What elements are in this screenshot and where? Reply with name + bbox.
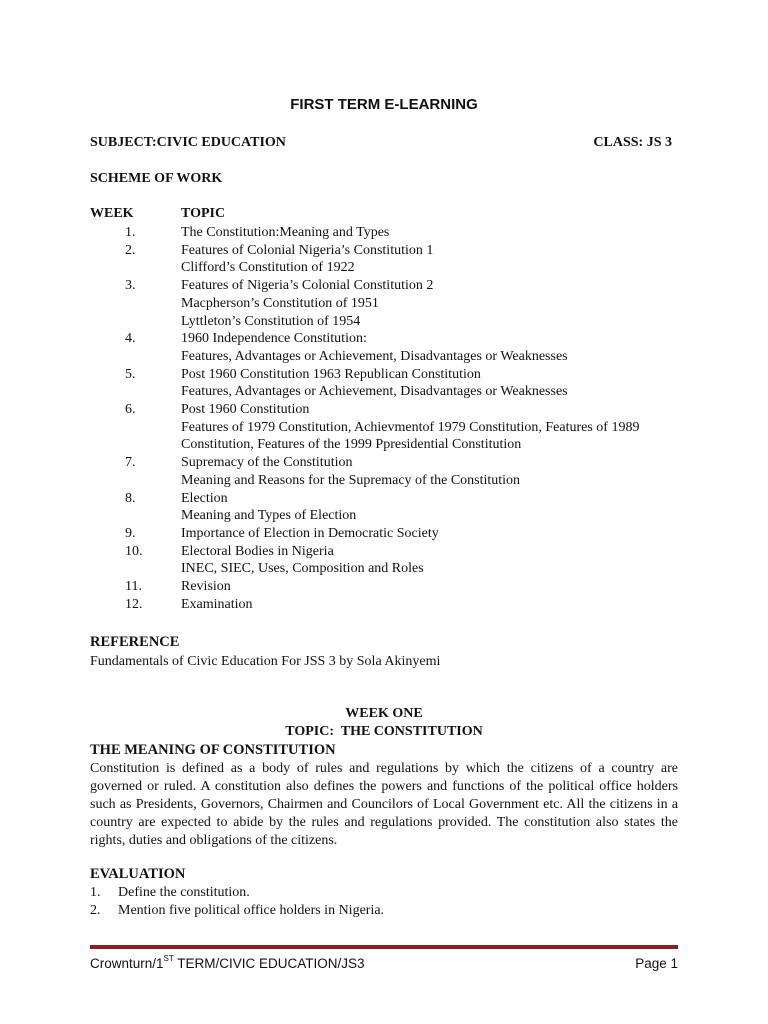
scheme-row xyxy=(0,242,768,260)
topic-text: Examination xyxy=(181,596,253,612)
scheme-row xyxy=(0,224,768,242)
scheme-row xyxy=(0,560,768,578)
evaluation-question: Define the constitution. xyxy=(118,885,250,900)
topic-text: Features of 1979 Constitution, Achievmentof 1979 Constitution, Features of 1989 xyxy=(181,419,640,435)
scheme-row xyxy=(0,259,768,277)
topic-text: Features of Colonial Nigeria’s Constitution 1 xyxy=(181,242,434,258)
week-number: 6. xyxy=(125,402,136,417)
topic-text: INEC, SIEC, Uses, Composition and Roles xyxy=(181,561,424,577)
week-number: 10. xyxy=(125,543,143,559)
week-number: 2. xyxy=(125,242,136,258)
week-number: 7. xyxy=(125,455,136,471)
topic-text: Election xyxy=(181,490,228,506)
topic-text: Features, Advantages or Achievement, Disadvantages or Weaknesses xyxy=(181,384,568,400)
topic-text: Clifford’s Constitution of 1922 xyxy=(181,260,355,276)
week-number: 3. xyxy=(125,278,136,294)
footer-prefix: Crownturn/1 xyxy=(90,956,164,971)
scheme-row xyxy=(0,313,768,331)
scheme-row xyxy=(0,507,768,525)
scheme-row xyxy=(0,419,768,437)
scheme-row xyxy=(0,490,768,508)
topic-text: Macpherson’s Constitution of 1951 xyxy=(181,295,379,311)
week-number: 12. xyxy=(125,596,143,612)
scheme-row xyxy=(0,436,768,454)
topic-text: Meaning and Reasons for the Supremacy of the Constitution xyxy=(181,472,521,488)
week-number: 4. xyxy=(125,331,136,347)
document-title: FIRST TERM E-LEARNING xyxy=(290,96,478,113)
topic-text: Post 1960 Constitution 1963 Republican Constitution xyxy=(181,366,481,382)
topic-text: Lyttleton’s Constitution of 1954 xyxy=(181,313,361,329)
week-number: 9. xyxy=(125,525,136,541)
scheme-row xyxy=(0,366,768,384)
week-number: 8. xyxy=(125,490,136,506)
scheme-row xyxy=(0,277,768,295)
scheme-row xyxy=(0,578,768,596)
week-number: 1. xyxy=(125,225,136,240)
evaluation-item xyxy=(0,884,768,902)
scheme-row xyxy=(0,401,768,419)
scheme-row xyxy=(0,596,768,614)
scheme-row xyxy=(0,525,768,543)
footer-superscript: ST xyxy=(163,954,174,963)
evaluation-number: 1. xyxy=(90,885,101,900)
scheme-row xyxy=(0,454,768,472)
topic-text: Revision xyxy=(181,579,231,594)
evaluation-number: 2. xyxy=(90,903,101,918)
evaluation-question: Mention five political office holders in Nigeria. xyxy=(118,903,385,918)
scheme-of-work-heading: SCHEME OF WORK xyxy=(90,171,223,186)
week-column-header: WEEK xyxy=(90,206,134,221)
page-number: Page 1 xyxy=(635,956,678,971)
week-one-heading: WEEK ONE xyxy=(345,706,423,721)
topic-text: 1960 Independence Constitution: xyxy=(181,331,367,347)
scheme-row xyxy=(0,330,768,348)
topic-text: Constitution, Features of the 1999 Ppresidential Constitution xyxy=(181,437,522,453)
footer-suffix: TERM/CIVIC EDUCATION/JS3 xyxy=(173,956,365,971)
class-label: CLASS: JS 3 xyxy=(593,135,672,150)
footer-course-code xyxy=(90,956,365,971)
scheme-row xyxy=(0,295,768,313)
scheme-row xyxy=(0,383,768,401)
constitution-definition-paragraph: Constitution is defined as a body of rules and regulations by which the citizens of a country are governed or ruled. A constitution also defines the powers and functions of the political office holders such as Presidents, Governors, Chairmen and Councilors of Local Government etc. All the citizens in a country are expected to abide by the rules and regulations provided. The constitution also states the rights, duties and obligations of the citizens. xyxy=(90,761,678,848)
evaluation-item xyxy=(0,902,768,920)
reference-heading: REFERENCE xyxy=(90,634,180,650)
topic-text: Supremacy of the Constitution xyxy=(181,455,353,471)
scheme-row xyxy=(0,348,768,366)
topic-text: Post 1960 Constitution xyxy=(181,402,310,417)
scheme-row xyxy=(0,472,768,490)
topic-text: The Constitution:Meaning and Types xyxy=(181,225,390,240)
topic-column-header: TOPIC xyxy=(181,206,226,221)
week-number: 5. xyxy=(125,366,136,382)
week-number: 11. xyxy=(125,579,142,594)
meaning-heading: THE MEANING OF CONSTITUTION xyxy=(90,742,336,758)
topic-text: Meaning and Types of Election xyxy=(181,508,357,524)
scheme-row xyxy=(0,543,768,561)
topic-text: Importance of Election in Democratic Society xyxy=(181,525,439,541)
subject-label: SUBJECT:CIVIC EDUCATION xyxy=(90,135,286,150)
topic-heading: TOPIC: THE CONSTITUTION xyxy=(285,724,483,739)
topic-text: Features of Nigeria’s Colonial Constitution 2 xyxy=(181,278,434,294)
reference-text: Fundamentals of Civic Education For JSS 3 by Sola Akinyemi xyxy=(90,654,441,669)
footer-divider xyxy=(90,945,678,949)
topic-text: Features, Advantages or Achievement, Disadvantages or Weaknesses xyxy=(181,348,568,364)
topic-text: Electoral Bodies in Nigeria xyxy=(181,543,334,559)
evaluation-heading: EVALUATION xyxy=(90,866,186,882)
